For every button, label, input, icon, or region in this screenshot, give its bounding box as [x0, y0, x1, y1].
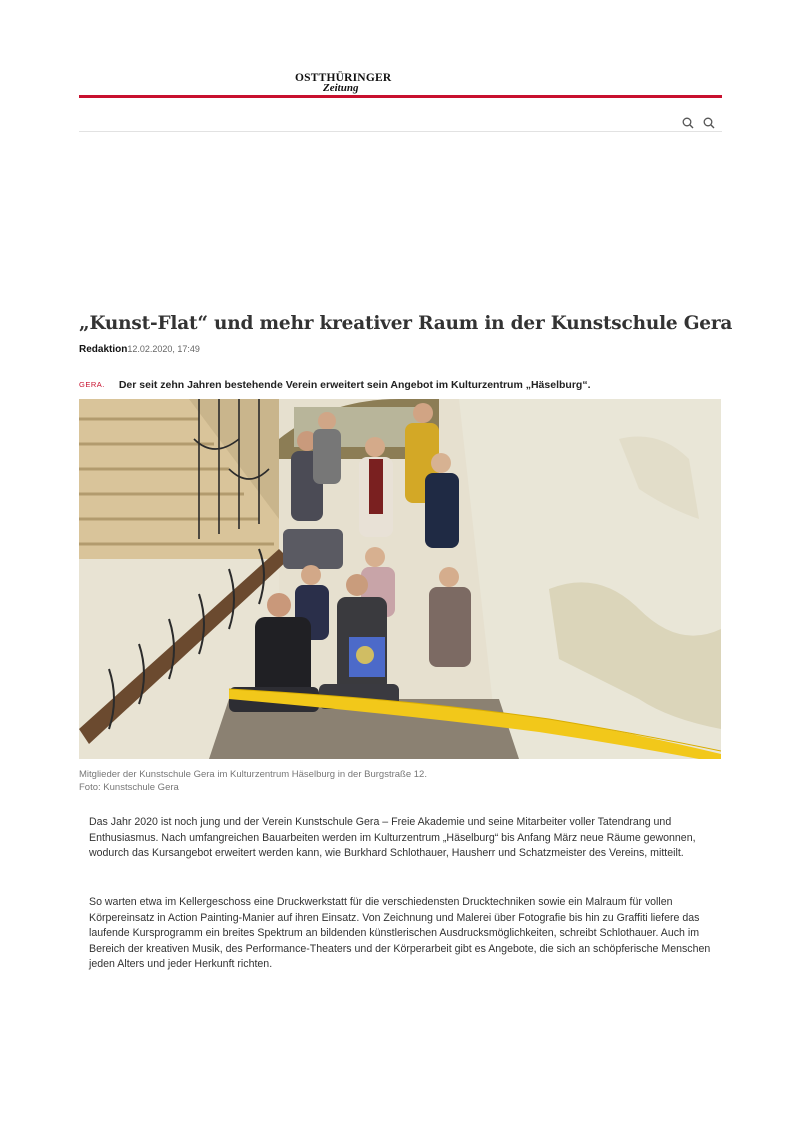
article-paragraph: So warten etwa im Kellergeschoss eine Druckwerkstatt für die verschiedensten Drucktechniken sowie ein Malraum für vollen Körpereinsatz in Action Painting-Manier auf ihren Einsatz. Von Zeichnung und Malerei über Fotografie bis hin zu Graffiti liefere das laufende Kursprogramm ein breites Spektrum an bildenden künstlerischen Ausdrucksmöglichkeiten, schreibt Schlothauer. Auch im Bereich der kreativen Musik, des Performance-Theaters und der Körperarbeit gibt es Angebote, die sich an schöpferische Menschen jeden Alters und jeder Herkunft richten.: [89, 896, 711, 971]
newspaper-logo[interactable]: [295, 72, 390, 94]
dateline-location: GERA.: [79, 380, 105, 389]
header-divider: [79, 131, 722, 132]
article-lead: Der seit zehn Jahren bestehende Verein erweitert sein Angebot im Kulturzentrum „Häselburg“.: [118, 379, 591, 391]
search-icon[interactable]: [703, 117, 715, 129]
logo-line-1: OSTTHÜRINGER: [295, 72, 392, 84]
article-photo[interactable]: [79, 399, 721, 759]
article-headline: „Kunst-Flat“ und mehr kreativer Raum in der Kunstschule Gera: [79, 313, 733, 334]
author-link[interactable]: Redaktion: [79, 344, 128, 355]
photo-caption: [79, 768, 427, 794]
caption-text: Mitglieder der Kunstschule Gera im Kulturzentrum Häselburg in der Burgstraße 12.: [79, 769, 427, 780]
photo-credit: Foto: Kunstschule Gera: [79, 782, 179, 793]
logo-line-2: Zeitung: [323, 82, 359, 94]
masthead-red-rule: [79, 95, 722, 98]
article-paragraph: Das Jahr 2020 ist noch jung und der Verein Kunstschule Gera – Freie Akademie und seine Mitarbeiter voller Tatendrang und Enthusiasmus. Nach umfangreichen Bauarbeiten werden im Kulturzentrum „Häselburg“ bis Anfang März neue Räume gewonnen, wodurch das Kursangebot erweitert werden kann, wie Burkhard Schlothauer, Hausherr und Schatzmeister des Vereins, mitteilt.: [89, 816, 696, 860]
search-icon[interactable]: [682, 117, 694, 129]
article-teaser: [79, 375, 729, 393]
byline: [79, 344, 200, 355]
publish-date: 12.02.2020, 17:49: [127, 344, 200, 354]
